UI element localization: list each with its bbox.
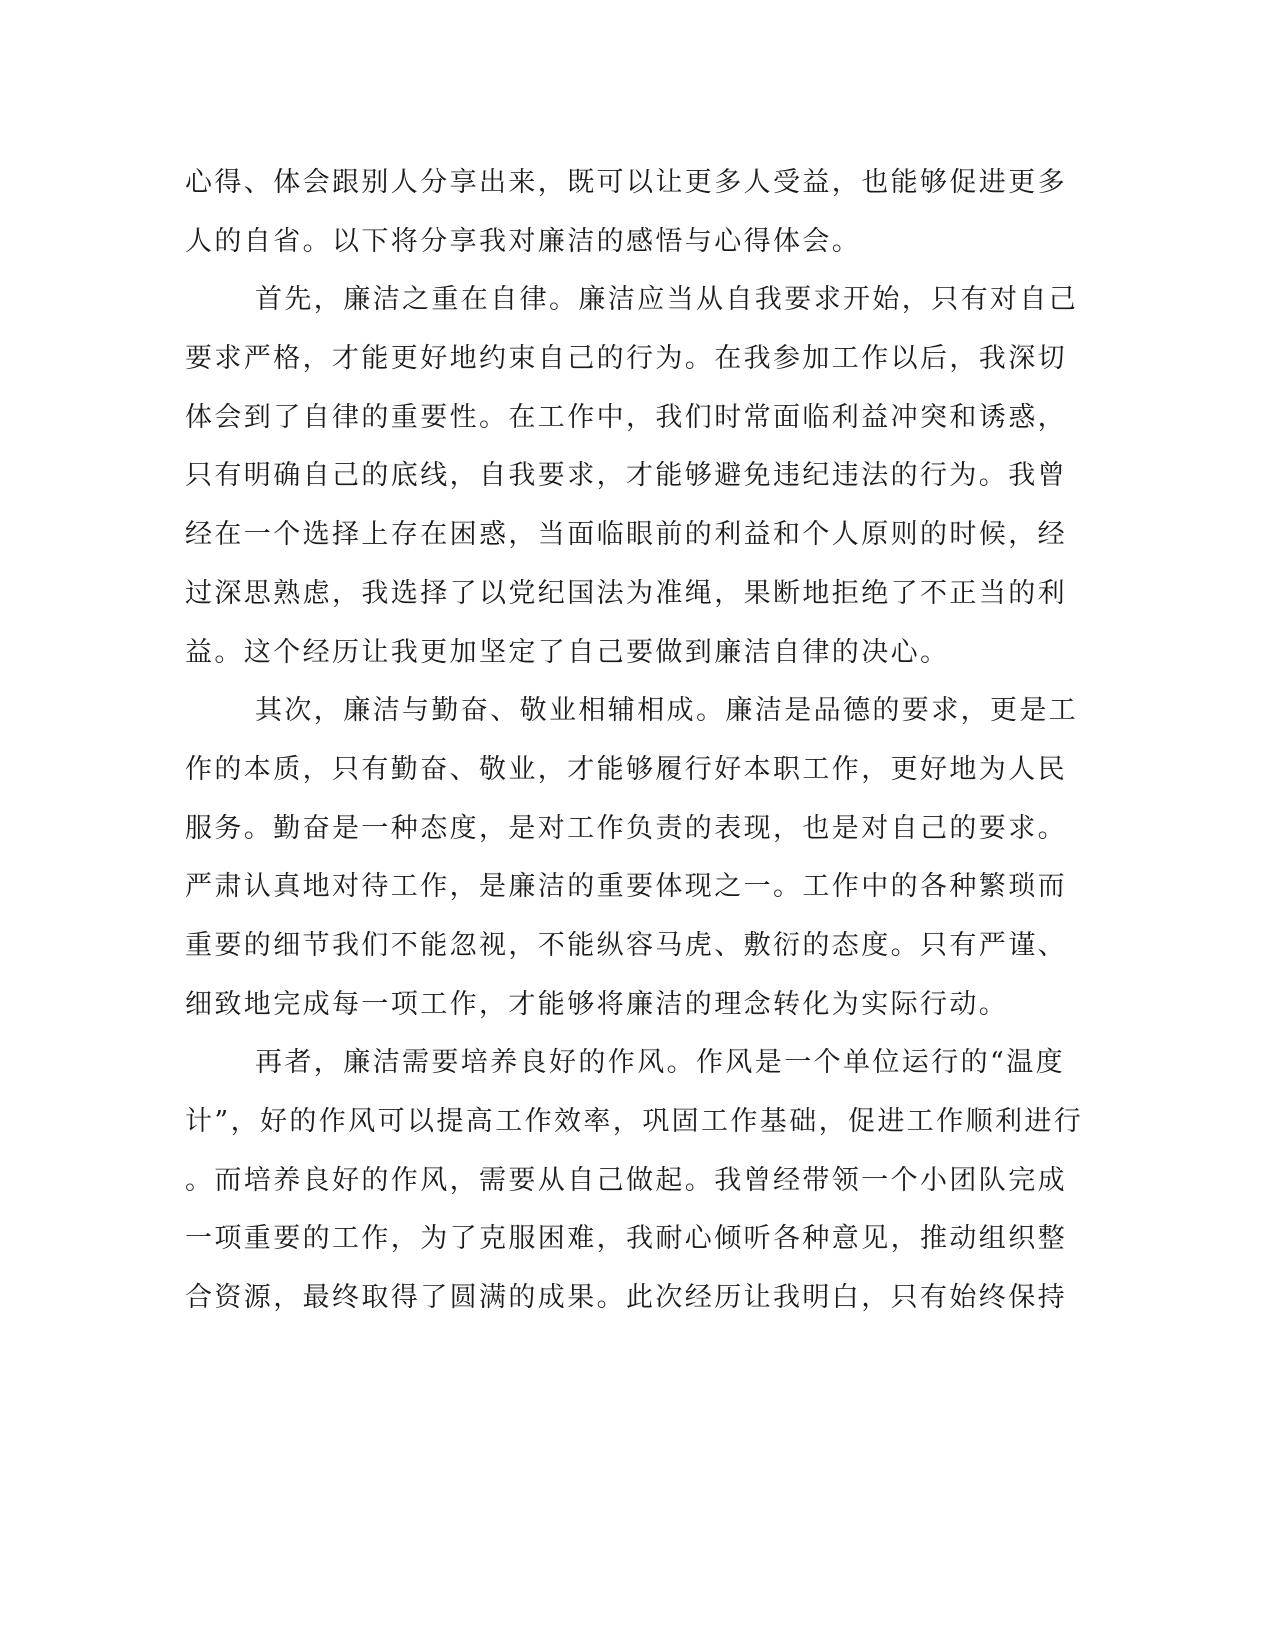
text-line: 经在一个选择上存在困惑，当面临眼前的利益和个人原则的时候，经	[185, 519, 1067, 551]
text-line: 服务。勤奋是一种态度，是对工作负责的表现，也是对自己的要求。	[185, 812, 1067, 844]
text-line: 心得、体会跟别人分享出来，既可以让更多人受益，也能够促进更多	[185, 167, 1067, 198]
text-line: 计”，好的作风可以提高工作效率，巩固工作基础，促进工作顺利进行	[185, 1106, 1084, 1137]
text-line: 过深思熟虑，我选择了以党纪国法为准绳，果断地拒绝了不正当的利	[185, 577, 1067, 609]
text-line: 人的自省。以下将分享我对廉洁的感悟与心得体会。	[185, 225, 862, 257]
body-text	[185, 154, 1085, 1328]
text-line: 细致地完成每一项工作，才能够将廉洁的理念转化为实际行动。	[185, 988, 1009, 1020]
paragraph-start-line: 首先，廉洁之重在自律。廉洁应当从自我要求开始，只有对自己	[255, 284, 1079, 316]
text-line: 只有明确自己的底线，自我要求，才能够避免违纪违法的行为。我曾	[185, 460, 1067, 492]
paragraph-start-line: 再者，廉洁需要培养良好的作风。作风是一个单位运行的“温度	[255, 1047, 1066, 1079]
paragraph-start-line: 其次，廉洁与勤奋、敬业相辅相成。廉洁是品德的要求，更是工	[255, 695, 1079, 727]
text-line: 益。这个经历让我更加坚定了自己要做到廉洁自律的决心。	[185, 636, 950, 668]
text-line: 。而培养良好的作风，需要从自己做起。我曾经带领一个小团队完成	[185, 1164, 1067, 1196]
text-line: 合资源，最终取得了圆满的成果。此次经历让我明白，只有始终保持	[185, 1282, 1067, 1314]
text-line: 重要的细节我们不能忽视，不能纵容马虎、敷衍的态度。只有严谨、	[185, 929, 1067, 961]
text-line: 体会到了自律的重要性。在工作中，我们时常面临利益冲突和诱惑，	[185, 401, 1067, 433]
text-line: 要求严格，才能更好地约束自己的行为。在我参加工作以后，我深切	[185, 343, 1067, 375]
text-line: 严肃认真地对待工作，是廉洁的重要体现之一。工作中的各种繁琐而	[185, 871, 1067, 903]
text-line: 一项重要的工作，为了克服困难，我耐心倾听各种意见，推动组织整	[185, 1223, 1067, 1255]
text-line: 作的本质，只有勤奋、敬业，才能够履行好本职工作，更好地为人民	[185, 753, 1067, 785]
